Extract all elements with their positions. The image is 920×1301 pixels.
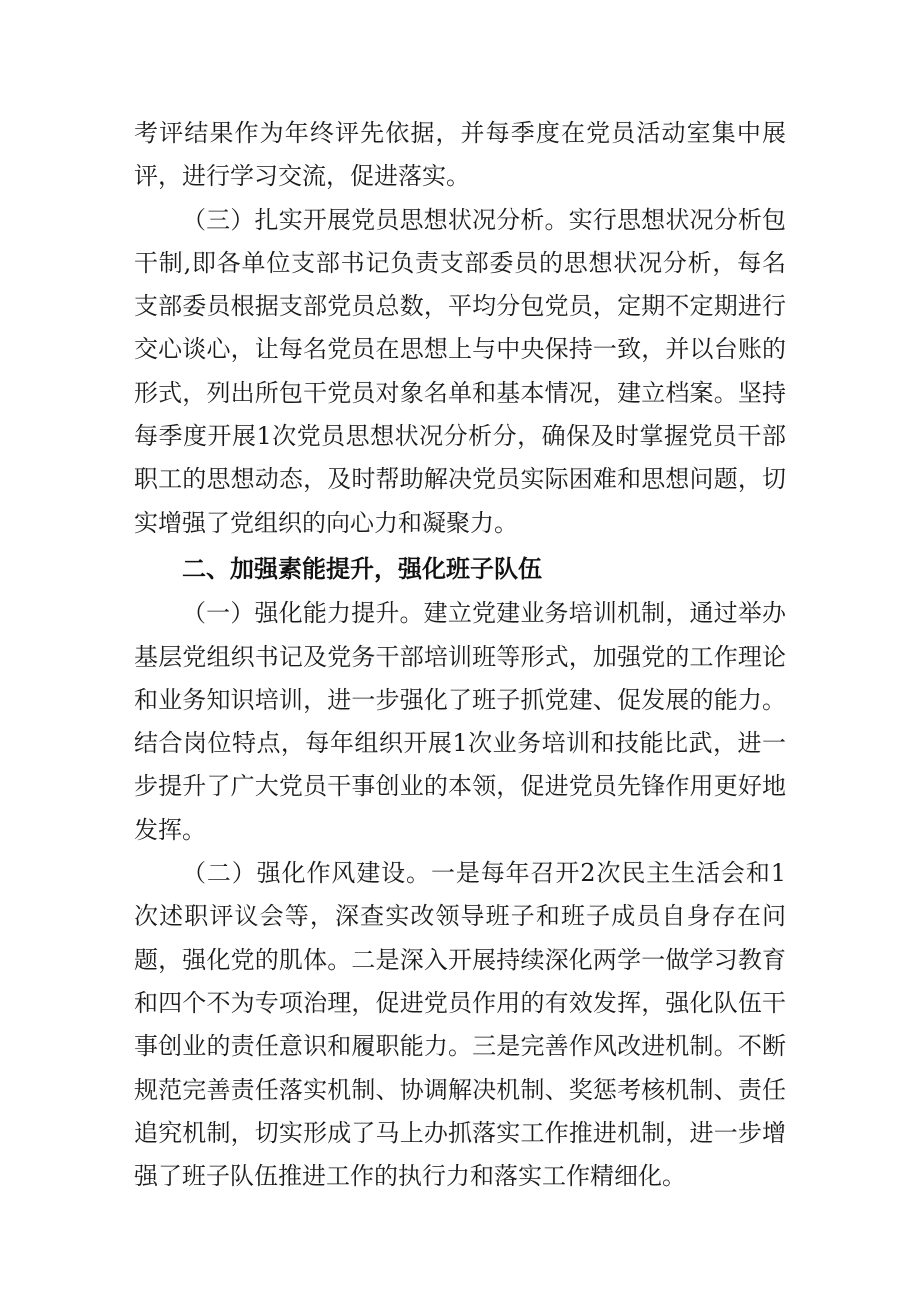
paragraph-style-building: （二）强化作风建设。一是每年召开2次民主生活会和1次述职评议会等，深查实改领导班子和班子成员自身存在问题，强化党的肌体。二是深入开展持续深化两学一做学习教育和四个不为专项治理，促进党员作用的有效发挥，强化队伍干事创业的责任意识和履职能力。三是完善作风改进机制。不断规范完善责任落实机制、协调解决机制、奖惩考核机制、责任追究机制，切实形成了马上办抓落实工作推进机制，进一步增强了班子队伍推进工作的执行力和落实工作精细化。 <box>134 859 786 1191</box>
paragraph-ideology-analysis: （三）扎实开展党员思想状况分析。实行思想状况分析包干制,即各单位支部书记负责支部委员的思想状况分析，每名支部委员根据支部党员总数，平均分包党员，定期不定期进行交心谈心，让每名党员在思想上与中央保持一致，并以台账的形式，列出所包干党员对象名单和基本情况，建立档案。坚持每季度开展1次党员思想状况分析分，确保及时掌握党员干部职工的思想动态，及时帮助解决党员实际困难和思想问题，切实增强了党组织的向心力和凝聚力。 <box>134 205 786 537</box>
document-body <box>134 112 786 1198</box>
paragraph-capacity-building: （一）强化能力提升。建立党建业务培训机制，通过举办基层党组织书记及党务干部培训班等形式，加强党的工作理论和业务知识培训，进一步强化了班子抓党建、促发展的能力。结合岗位特点，每年组织开展1次业务培训和技能比武，进一步提升了广大党员干事创业的本领，促进党员先锋作用更好地发挥。 <box>134 599 786 844</box>
paragraph-continued: 考评结果作为年终评先依据，并每季度在党员活动室集中展评，进行学习交流，促进落实。 <box>134 119 786 191</box>
section-heading: 二、加强素能提升，强化班子队伍 <box>182 554 542 583</box>
